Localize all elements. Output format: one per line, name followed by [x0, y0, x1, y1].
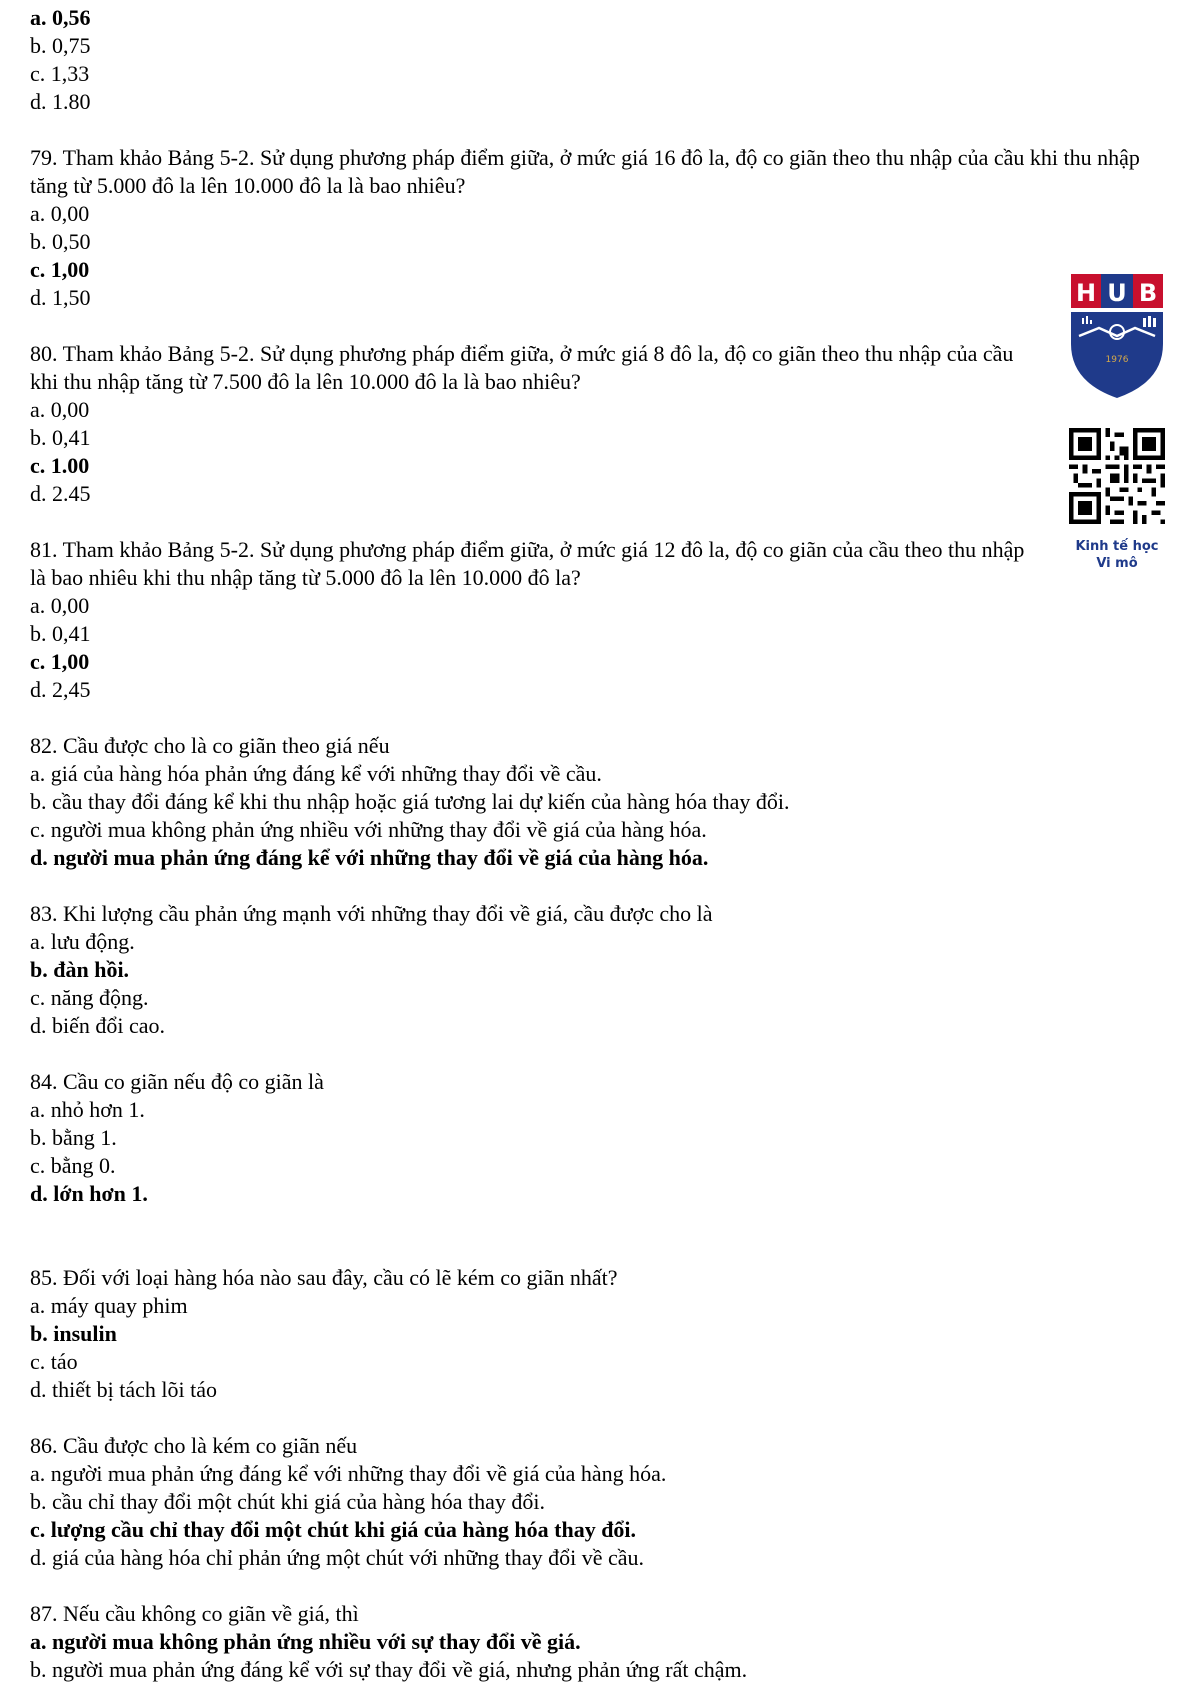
option: c. người mua không phản ứng nhiều với những thay đổi về giá của hàng hóa.: [30, 817, 707, 842]
option: d. 2,45: [30, 677, 91, 702]
option: c. 1,00: [30, 649, 90, 674]
course-label-line1: Kinh tế học: [1075, 539, 1159, 554]
question-83: [30, 900, 1160, 1040]
question-79: [30, 144, 1160, 312]
logo-letter-b: B: [1138, 279, 1158, 307]
course-label-line2: Vi mô: [1096, 556, 1138, 571]
option: b. 0,75: [30, 33, 91, 58]
option: a. 0,00: [30, 397, 90, 422]
option: a. nhỏ hơn 1.: [30, 1097, 145, 1122]
option: a. người mua phản ứng đáng kể với những thay đổi về giá của hàng hóa.: [30, 1461, 667, 1486]
question-82: [30, 732, 1160, 872]
question-87: [30, 1600, 1160, 1684]
option: b. bằng 1.: [30, 1125, 117, 1150]
question-80: [30, 340, 1160, 508]
option: b. cầu thay đổi đáng kể khi thu nhập hoặc giá tương lai dự kiến của hàng hóa thay đổi.: [30, 789, 790, 814]
question-86: [30, 1432, 1160, 1572]
qr-code-icon: [1069, 428, 1165, 524]
question-84: [30, 1068, 1160, 1208]
question-text: 85. Đối với loại hàng hóa nào sau đây, cầu có lẽ kém co giãn nhất?: [30, 1265, 618, 1290]
option: b. đàn hồi.: [30, 957, 130, 982]
sidebar-branding: [1062, 270, 1172, 572]
option: a. 0,00: [30, 593, 90, 618]
question-text: 82. Cầu được cho là co giãn theo giá nếu: [30, 733, 390, 758]
question-text: 80. Tham khảo Bảng 5-2. Sử dụng phương pháp điểm giữa, ở mức giá 8 đô la, độ co giãn theo thu nhập của cầu khi thu nhập tăng từ 7.500 đô la lên 10.000 đô la là bao nhiêu?: [30, 341, 1014, 394]
option: b. 0,41: [30, 425, 91, 450]
option: a. giá của hàng hóa phản ứng đáng kể với những thay đổi về cầu.: [30, 761, 602, 786]
option: a. máy quay phim: [30, 1293, 188, 1318]
logo-year: 1976: [1105, 355, 1129, 365]
logo-letter-h: H: [1075, 279, 1097, 307]
option: d. giá của hàng hóa chỉ phản ứng một chút với những thay đổi về cầu.: [30, 1545, 645, 1570]
option: c. bằng 0.: [30, 1153, 116, 1178]
question-text: 83. Khi lượng cầu phản ứng mạnh với những thay đổi về giá, cầu được cho là: [30, 901, 713, 926]
option: a. người mua không phản ứng nhiều với sự thay đổi về giá.: [30, 1629, 581, 1654]
option: d. thiết bị tách lõi táo: [30, 1377, 217, 1402]
question-85: [30, 1264, 1160, 1404]
option: c. táo: [30, 1349, 78, 1374]
option: b. cầu chỉ thay đổi một chút khi giá của hàng hóa thay đổi.: [30, 1489, 546, 1514]
option: a. 0,56: [30, 5, 91, 30]
option: c. 1,00: [30, 257, 90, 282]
option: c. 1.00: [30, 453, 90, 478]
logo-letter-u: U: [1107, 279, 1127, 307]
option: c. năng động.: [30, 985, 149, 1010]
question-text: 79. Tham khảo Bảng 5-2. Sử dụng phương pháp điểm giữa, ở mức giá 16 đô la, độ co giãn theo thu nhập của cầu khi thu nhập tăng từ 5.000 đô la lên 10.000 đô la là bao nhiêu?: [30, 145, 1140, 198]
option: d. người mua phản ứng đáng kể với những thay đổi về giá của hàng hóa.: [30, 845, 709, 870]
option: c. lượng cầu chỉ thay đổi một chút khi giá của hàng hóa thay đổi.: [30, 1517, 637, 1542]
option: b. 0,50: [30, 229, 91, 254]
hub-logo-icon: [1065, 270, 1169, 400]
document-body: [30, 4, 1160, 1684]
option: b. insulin: [30, 1321, 117, 1346]
question-81: [30, 536, 1160, 704]
question-text: 87. Nếu cầu không co giãn về giá, thì: [30, 1601, 359, 1626]
option: d. 2.45: [30, 481, 91, 506]
option: c. 1,33: [30, 61, 90, 86]
option: d. 1.80: [30, 89, 91, 114]
question-text: 86. Cầu được cho là kém co giãn nếu: [30, 1433, 358, 1458]
option: b. người mua phản ứng đáng kể với sự thay đổi về giá, nhưng phản ứng rất chậm.: [30, 1657, 748, 1682]
option: a. 0,00: [30, 201, 90, 226]
option: b. 0,41: [30, 621, 91, 646]
option: d. biến đổi cao.: [30, 1013, 166, 1038]
option: a. lưu động.: [30, 929, 135, 954]
option-group-previous: [30, 4, 1160, 116]
option: d. 1,50: [30, 285, 91, 310]
question-text: 81. Tham khảo Bảng 5-2. Sử dụng phương pháp điểm giữa, ở mức giá 12 đô la, độ co giãn của cầu theo thu nhập là bao nhiêu khi thu nhập tăng từ 5.000 đô la lên 10.000 đô la?: [30, 537, 1025, 590]
question-text: 84. Cầu co giãn nếu độ co giãn là: [30, 1069, 324, 1094]
option: d. lớn hơn 1.: [30, 1181, 148, 1206]
